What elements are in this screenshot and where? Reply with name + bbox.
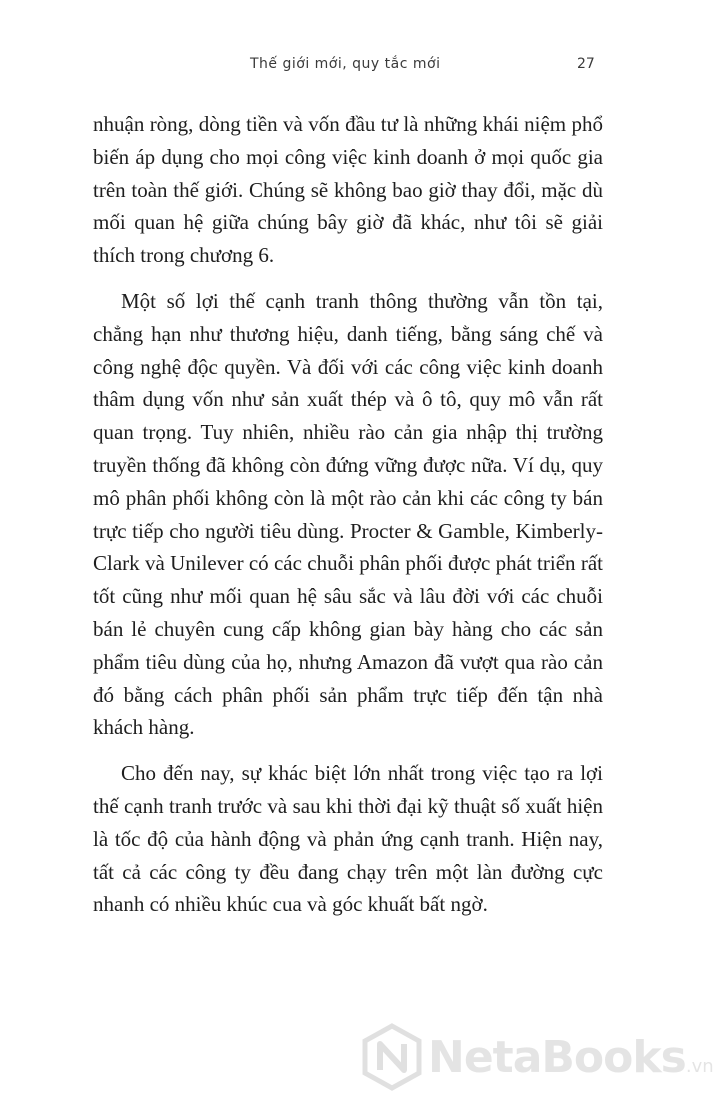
- paragraph-speed-of-competition: Cho đến nay, sự khác biệt lớn nhất trong việc tạo ra lợi thế cạnh tranh trước và sau khi thời đại kỹ thuật số xuất hiện là tốc độ của hành động và phản ứng cạnh tranh. Hiện nay, tất cả các công ty đều đang chạy trên một làn đường cực nhanh có nhiều khúc cua và góc khuất bất ngờ.: [93, 761, 603, 917]
- netabooks-watermark: [360, 1022, 714, 1094]
- page-body: [93, 108, 603, 934]
- netabooks-logo-icon: [362, 1024, 422, 1090]
- watermark-brand: NetaBooks: [428, 1032, 686, 1083]
- running-title: Thế giới mới, quy tắc mới: [250, 56, 441, 72]
- running-header: [0, 52, 700, 76]
- paragraph-competitive-advantages: Một số lợi thế cạnh tranh thông thường vẫn tồn tại, chẳng hạn như thương hiệu, danh tiếng, bằng sáng chế và công nghệ độc quyền. Và đối với các công việc kinh doanh thâm dụng vốn như sản xuất thép và ô tô, quy mô vẫn rất quan trọng. Tuy nhiên, nhiều rào cản gia nhập thị trường truyền thống đã không còn đứng vững được nữa. Ví dụ, quy mô phân phối không còn là một rào cản khi các công ty bán trực tiếp cho người tiêu dùng. Procter & Gamble, Kimberly-Clark và Unilever có các chuỗi phân phối được phát triển rất tốt cũng như mối quan hệ sâu sắc và lâu đời với các chuỗi bán lẻ chuyên cung cấp không gian bày hàng cho các sản phẩm tiêu dùng của họ, nhưng Amazon đã vượt qua rào cản đó bằng cách phân phối sản phẩm trực tiếp đến tận nhà khách hàng.: [93, 288, 603, 740]
- watermark-text: [428, 1032, 714, 1083]
- page-number: 27: [577, 56, 595, 72]
- watermark-suffix: .vn: [685, 1056, 714, 1077]
- paragraph-continued: nhuận ròng, dòng tiền và vốn đầu tư là những khái niệm phổ biến áp dụng cho mọi công việc kinh doanh ở mọi quốc gia trên toàn thế giới. Chúng sẽ không bao giờ thay đổi, mặc dù mối quan hệ giữa chúng bây giờ đã khác, như tôi sẽ giải thích trong chương 6.: [93, 112, 603, 268]
